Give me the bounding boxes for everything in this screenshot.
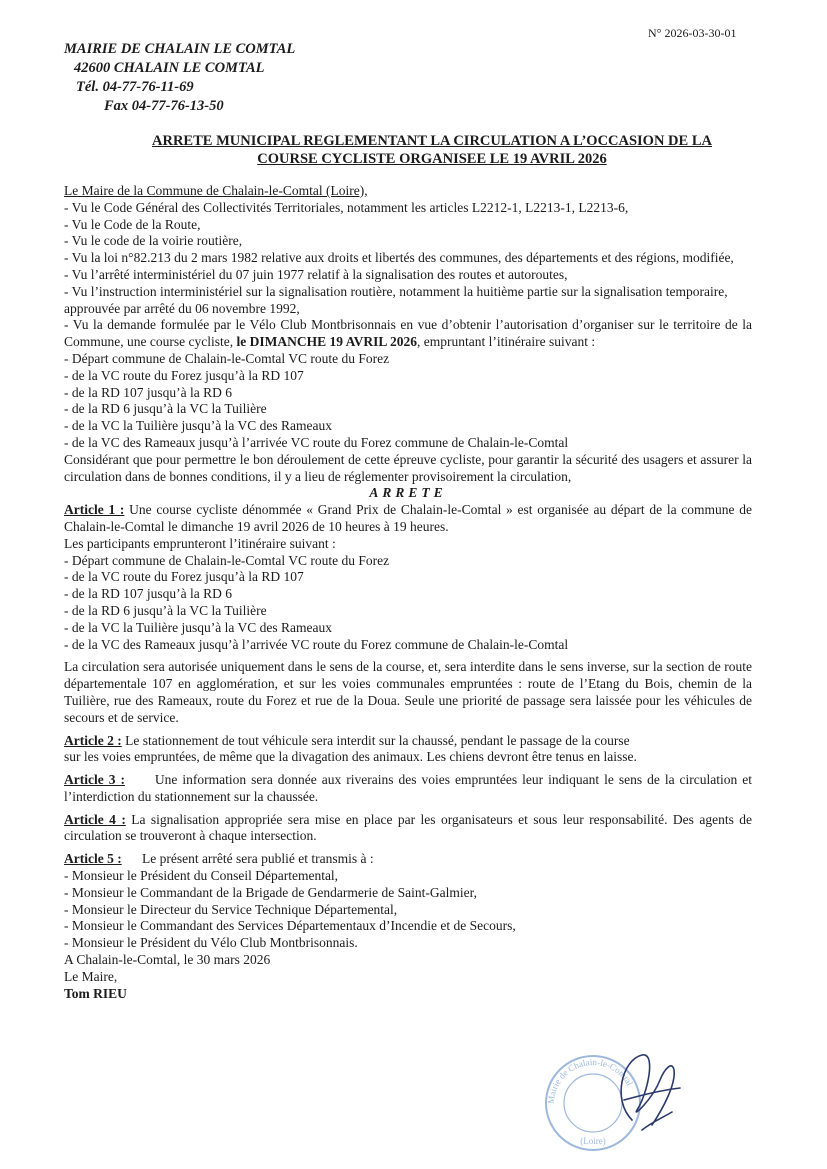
article-4-label: Article 4 : xyxy=(64,811,126,827)
signature-place-date: A Chalain-le-Comtal, le 30 mars 2026 xyxy=(64,952,271,968)
document-number: N° 2026-03-30-01 xyxy=(648,26,737,40)
article-1-participants: Les participants emprunteront l’itinéraire suivant : xyxy=(64,535,336,551)
preamble-vu-1: - Vu le Code Général des Collectivités Territoriales, notamment les articles L2212-1, L2213-1, L2213-6, xyxy=(64,199,629,215)
document-title xyxy=(64,132,800,168)
article-1-label: Article 1 : xyxy=(64,502,125,518)
article-5-label: Article 5 : xyxy=(64,851,122,867)
article-5-recipient-5: - Monsieur le Président du Vélo Club Montbrisonnais. xyxy=(64,935,358,951)
article-1-route-4: - de la RD 6 jusqu’à la VC la Tuilière xyxy=(64,602,267,618)
article-1-route-6: - de la VC des Rameaux jusqu’à l’arrivée VC route du Forez commune de Chalain-le-Comtal xyxy=(64,636,569,652)
article-1-route-1: - Départ commune de Chalain-le-Comtal VC route du Forez xyxy=(64,552,390,568)
preamble-vu-5: - Vu l’arrêté interministériel du 07 juin 1977 relatif à la signalisation des routes et autoroutes, xyxy=(64,266,568,282)
header-address: 42600 CHALAIN LE COMTAL xyxy=(74,60,265,76)
article-1-route-2: - de la VC route du Forez jusqu’à la RD 107 xyxy=(64,569,304,585)
article-5-recipient-2: - Monsieur le Commandant de la Brigade de Gendarmerie de Saint-Galmier, xyxy=(64,884,477,900)
article-3 xyxy=(64,772,756,806)
article-1-text: Une course cycliste dénommée « Grand Prix de Chalain-le-Comtal » est organisée au départ de la commune de Chalain-le-Comtal le dimanche 19 avril 2026 de 10 heures à 19 heures. xyxy=(64,502,752,534)
vu-7-date: le DIMANCHE 19 AVRIL 2026 xyxy=(236,334,417,350)
header-phone: Tél. 04-77-76-11-69 xyxy=(76,79,194,95)
preamble-vu-7 xyxy=(64,317,752,351)
article-2-line-1: Le stationnement de tout véhicule sera interdit sur la chaussé, pendant le passage de la course xyxy=(121,732,630,748)
title-line-2: COURSE CYCLISTE ORGANISEE LE 19 AVRIL 2026 xyxy=(257,151,607,167)
vu-7-start: - Vu la demande formulée par le Vélo Club Montbrisonnais en vue d’obtenir l’autorisation d’organiser sur le territoire de la Commune, une course cycliste, xyxy=(64,317,752,350)
signature-name: Tom RIEU xyxy=(64,985,127,1001)
preamble-route-5: - de la VC la Tuilière jusqu’à la VC des Rameaux xyxy=(64,418,332,434)
document-body xyxy=(64,183,756,1002)
mairie-header xyxy=(64,40,295,116)
preamble-route-2: - de la VC route du Forez jusqu’à la RD 107 xyxy=(64,367,304,383)
article-5-recipient-4: - Monsieur le Commandant des Services Départementaux d’Incendie et de Secours, xyxy=(64,918,516,934)
mayor-signature xyxy=(602,1040,682,1140)
stamp-text-bottom: (Loire) xyxy=(580,1136,606,1146)
article-2 xyxy=(64,733,752,750)
preamble-considerant: Considérant que pour permettre le bon déroulement de cette épreuve cycliste, pour garantir la sécurité des usagers et assurer la circulation dans de bonnes conditions, il y a lieu de réglementer provisoirement la circulation, xyxy=(64,451,752,484)
article-5-recipient-1: - Monsieur le Président du Conseil Départemental, xyxy=(64,868,339,884)
preamble-vu-3: - Vu le code de la voirie routière, xyxy=(64,233,243,249)
preamble-vu-4: - Vu la loi n°82.213 du 2 mars 1982 relative aux droits et libertés des communes, des départements et des régions, modifiée, xyxy=(64,250,734,266)
preamble-vu-2: - Vu le Code de la Route, xyxy=(64,216,201,232)
header-mairie-name: MAIRIE DE CHALAIN LE COMTAL xyxy=(64,41,296,57)
article-1 xyxy=(64,502,752,536)
preamble-route-3: - de la RD 107 jusqu’à la RD 6 xyxy=(64,384,232,400)
article-5-recipient-3: - Monsieur le Directeur du Service Technique Départemental, xyxy=(64,901,398,917)
arrete-heading: ARRETE xyxy=(369,485,447,501)
article-3-label: Article 3 : xyxy=(64,772,125,788)
article-1-circulation: La circulation sera autorisée uniquement dans le sens de la course, et, sera interdite dans le sens inverse, sur la section de route départementale 107 en agglomération, et sur les voies communales empruntées : route de l’Etang du Bois, chemin de la Tuilière, rue des Rameaux, route du Forez et rue de la Doua. Seule une priorité de passage sera laissée pour les véhicules de secours et de service. xyxy=(64,659,752,725)
article-1-route-5: - de la VC la Tuilière jusqu’à la VC des Rameaux xyxy=(64,619,332,635)
preamble-route-6: - de la VC des Rameaux jusqu’à l’arrivée VC route du Forez commune de Chalain-le-Comtal xyxy=(64,434,569,450)
preamble-vu-6: - Vu l’instruction interministériel sur la signalisation routière, notamment la huitième partie sur la signalisation temporaire, approuvée par arrêté du 06 novembre 1992, xyxy=(64,283,728,316)
article-4-text: La signalisation appropriée sera mise en place par les organisateurs et sous leur responsabilité. Des agents de circulation se trouveront à chaque intersection. xyxy=(64,811,753,844)
preamble-intro: Le Maire de la Commune de Chalain-le-Comtal (Loire), xyxy=(64,183,368,198)
vu-7-end: , empruntant l’itinéraire suivant : xyxy=(417,334,596,350)
stamp-text-top: Mairie de Chalain-le-Comtal xyxy=(545,1056,635,1105)
article-5-intro: Le présent arrêté sera publié et transmis à : xyxy=(121,851,374,867)
header-fax: Fax 04-77-76-13-50 xyxy=(104,98,224,114)
article-2-line-2: sur les voies empruntées, de même que la divagation des animaux. Les chiens devront être tenus en laisse. xyxy=(64,749,637,765)
article-2-label: Article 2 : xyxy=(64,732,122,748)
article-5 xyxy=(64,851,752,868)
signature-role: Le Maire, xyxy=(64,968,118,984)
article-1-route-3: - de la RD 107 jusqu’à la RD 6 xyxy=(64,586,232,602)
preamble-route-4: - de la RD 6 jusqu’à la VC la Tuilière xyxy=(64,401,267,417)
title-line-1: ARRETE MUNICIPAL REGLEMENTANT LA CIRCULATION A L’OCCASION DE LA xyxy=(152,133,712,149)
preamble-route-1: - Départ commune de Chalain-le-Comtal VC route du Forez xyxy=(64,350,390,366)
article-3-text: Une information sera donnée aux riverains des voies empruntées leur indiquant le sens de la circulation et l’interdiction du stationnement sur la chaussée. xyxy=(64,772,756,804)
article-4 xyxy=(64,812,752,846)
